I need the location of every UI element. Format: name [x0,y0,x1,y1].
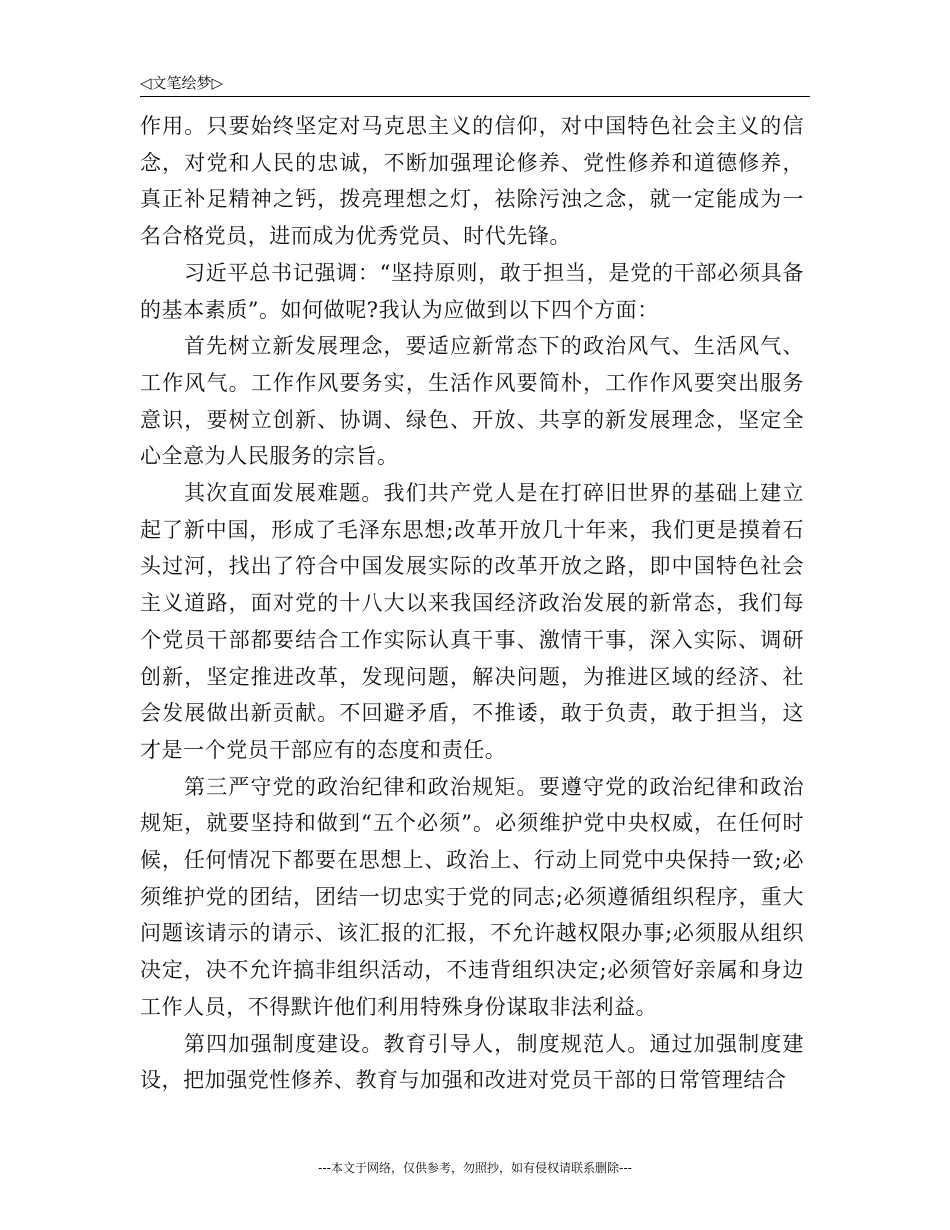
paragraph-fourth-point: 第四加强制度建设。教育引导人，制度规范人。通过加强制度建设，把加强党性修养、教育与加强和改进对党员干部的日常管理结合 [140,1031,804,1093]
page-header [140,72,810,97]
document-body [140,108,804,1099]
page-footer-disclaimer: ---本文于网络，仅供参考，勿照抄，如有侵权请联系删除--- [318,1161,632,1175]
paragraph-third-point: 第三严守党的政治纪律和政治规矩。要遵守党的政治纪律和政治规矩，就要坚持和做到“五个必须”。必须维护党中央权威，在任何时候，任何情况下都要在思想上、政治上、行动上同党中央保持一致;必须维护党的团结，团结一切忠实于党的同志;必须遵循组织程序，重大问题该请示的请示、该汇报的汇报，不允许越权限办事;必须服从组织决定，决不允许搞非组织活动，不违背组织决定;必须管好亲属和身边工作人员，不得默许他们利用特殊身份谋取非法利益。 [140,774,804,1019]
paragraph-second-point: 其次直面发展难题。我们共产党人是在打碎旧世界的基础上建立起了新中国，形成了毛泽东思想;改革开放几十年来，我们更是摸着石头过河，找出了符合中国发展实际的改革开放之路，即中国特色社会主义道路，面对党的十八大以来我国经济政治发展的新常态，我们每个党员干部都要结合工作实际认真干事、激情干事，深入实际、调研创新，坚定推进改革，发现问题，解决问题，为推进区域的经济、社会发展做出新贡献。不回避矛盾，不推诿，敢于负责，敢于担当，这才是一个党员干部应有的态度和责任。 [140,481,804,762]
paragraph-quote: 习近平总书记强调：“坚持原则，敢于担当，是党的干部必须具备的基本素质”。如何做呢?我认为应做到以下四个方面： [140,260,804,322]
header-title: ◁文笔绘梦▷ [140,74,224,92]
paragraph-continuation: 作用。只要始终坚定对马克思主义的信仰，对中国特色社会主义的信念，对党和人民的忠诚，不断加强理论修养、党性修养和道德修养，真正补足精神之钙，拨亮理想之灯，祛除污浊之念，就一定能成为一名合格党员，进而成为优秀党员、时代先锋。 [140,114,804,249]
paragraph-first-point: 首先树立新发展理念，要适应新常态下的政治风气、生活风气、工作风气。工作作风要务实，生活作风要简朴，工作作风要突出服务意识，要树立创新、协调、绿色、开放、共享的新发展理念，坚定全心全意为人民服务的宗旨。 [140,334,804,469]
